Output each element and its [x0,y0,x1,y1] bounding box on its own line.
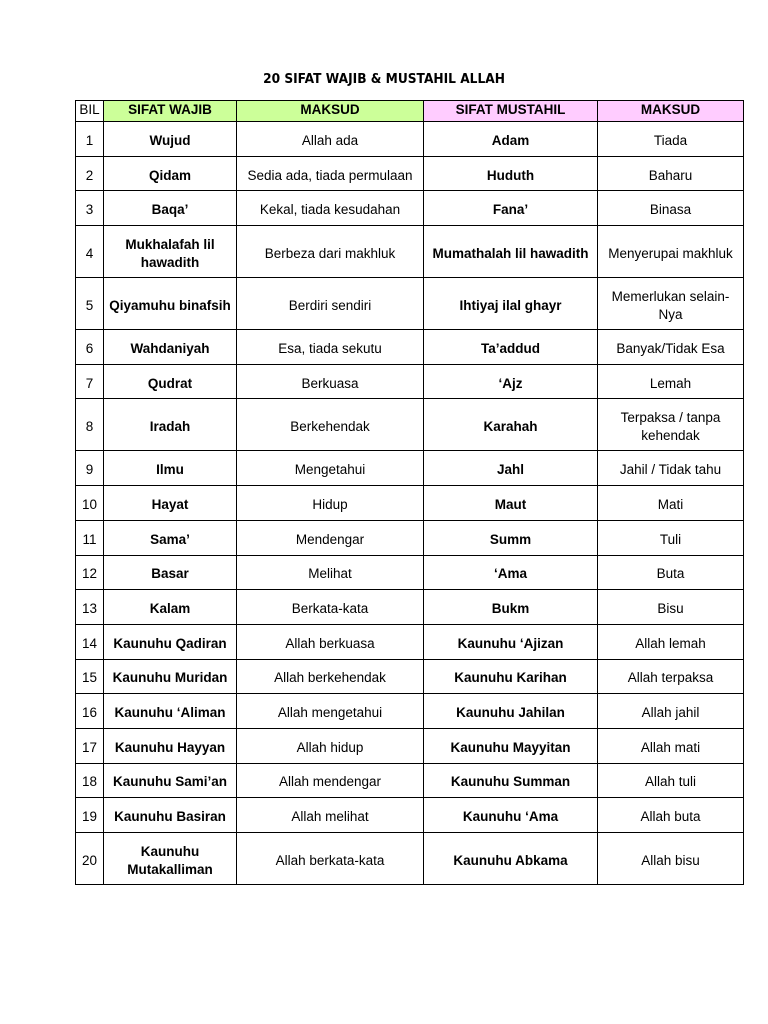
cell-bil: 15 [76,659,104,694]
cell-sifat-mustahil: Kaunuhu ‘Ama [424,798,598,833]
cell-maksud-wajib: Berkata-kata [237,590,424,625]
cell-sifat-wajib: Kaunuhu Muridan [104,659,237,694]
cell-sifat-mustahil: Kaunuhu Summan [424,763,598,798]
cell-maksud-wajib: Kekal, tiada kesudahan [237,191,424,226]
cell-sifat-mustahil: ‘Ama [424,555,598,590]
table-header-row [76,101,744,122]
sifat-table [75,100,744,885]
cell-maksud-mustahil: Tiada [598,122,744,157]
table-row [76,156,744,191]
cell-maksud-wajib: Berkehendak [237,399,424,451]
cell-maksud-wajib: Sedia ada, tiada permulaan [237,156,424,191]
cell-maksud-mustahil: Allah jahil [598,694,744,729]
cell-sifat-mustahil: Kaunuhu Jahilan [424,694,598,729]
cell-bil: 18 [76,763,104,798]
cell-sifat-mustahil: Ta’addud [424,330,598,365]
cell-sifat-wajib: Wujud [104,122,237,157]
cell-bil: 5 [76,278,104,330]
header-maksud-wajib: MAKSUD [237,101,424,122]
cell-maksud-wajib: Allah berkuasa [237,624,424,659]
cell-maksud-wajib: Melihat [237,555,424,590]
cell-bil: 9 [76,451,104,486]
cell-maksud-mustahil: Allah terpaksa [598,659,744,694]
cell-maksud-wajib: Mendengar [237,520,424,555]
table-row [76,330,744,365]
table-body [76,122,744,885]
header-bil: BIL [76,101,104,122]
table-row [76,624,744,659]
table-row [76,520,744,555]
table-row [76,278,744,330]
cell-sifat-wajib: Sama’ [104,520,237,555]
cell-sifat-mustahil: ‘Ajz [424,364,598,399]
table-row [76,364,744,399]
header-sifat-mustahil: SIFAT MUSTAHIL [424,101,598,122]
cell-maksud-wajib: Mengetahui [237,451,424,486]
header-maksud-mustahil: MAKSUD [598,101,744,122]
header-sifat-wajib: SIFAT WAJIB [104,101,237,122]
cell-bil: 3 [76,191,104,226]
cell-bil: 14 [76,624,104,659]
cell-bil: 13 [76,590,104,625]
table-row [76,590,744,625]
cell-sifat-wajib: Kaunuhu ‘Aliman [104,694,237,729]
cell-maksud-wajib: Berbeza dari makhluk [237,226,424,278]
cell-sifat-mustahil: Bukm [424,590,598,625]
cell-maksud-mustahil: Allah tuli [598,763,744,798]
cell-maksud-mustahil: Allah mati [598,728,744,763]
cell-bil: 17 [76,728,104,763]
cell-bil: 16 [76,694,104,729]
cell-bil: 12 [76,555,104,590]
cell-bil: 1 [76,122,104,157]
cell-maksud-mustahil: Binasa [598,191,744,226]
cell-maksud-mustahil: Menyerupai makhluk [598,226,744,278]
cell-maksud-mustahil: Allah lemah [598,624,744,659]
cell-maksud-wajib: Allah mendengar [237,763,424,798]
cell-sifat-mustahil: Ihtiyaj ilal ghayr [424,278,598,330]
cell-bil: 6 [76,330,104,365]
cell-maksud-wajib: Allah hidup [237,728,424,763]
cell-sifat-wajib: Qudrat [104,364,237,399]
cell-bil: 19 [76,798,104,833]
page-title: 20 SIFAT WAJIB & MUSTAHIL ALLAH [263,72,505,87]
cell-maksud-mustahil: Allah bisu [598,833,744,885]
cell-bil: 10 [76,486,104,521]
cell-sifat-wajib: Kaunuhu Sami’an [104,763,237,798]
cell-sifat-wajib: Kaunuhu Hayyan [104,728,237,763]
cell-sifat-wajib: Basar [104,555,237,590]
table-row [76,659,744,694]
table-row [76,399,744,451]
cell-sifat-mustahil: Kaunuhu Abkama [424,833,598,885]
cell-maksud-mustahil: Allah buta [598,798,744,833]
cell-sifat-mustahil: Maut [424,486,598,521]
cell-sifat-wajib: Qidam [104,156,237,191]
cell-sifat-mustahil: Kaunuhu Mayyitan [424,728,598,763]
cell-sifat-wajib: Qiyamuhu binafsih [104,278,237,330]
table-row [76,694,744,729]
cell-maksud-wajib: Berdiri sendiri [237,278,424,330]
cell-sifat-wajib: Mukhalafah lil hawadith [104,226,237,278]
cell-sifat-mustahil: Karahah [424,399,598,451]
table-row [76,451,744,486]
cell-maksud-mustahil: Terpaksa / tanpa kehendak [598,399,744,451]
cell-maksud-wajib: Allah melihat [237,798,424,833]
cell-maksud-mustahil: Buta [598,555,744,590]
cell-sifat-wajib: Kaunuhu Qadiran [104,624,237,659]
cell-maksud-mustahil: Baharu [598,156,744,191]
cell-sifat-wajib: Kalam [104,590,237,625]
cell-maksud-mustahil: Lemah [598,364,744,399]
table-row [76,798,744,833]
cell-sifat-wajib: Wahdaniyah [104,330,237,365]
cell-maksud-wajib: Allah ada [237,122,424,157]
cell-sifat-mustahil: Summ [424,520,598,555]
cell-sifat-mustahil: Fana’ [424,191,598,226]
cell-maksud-mustahil: Banyak/Tidak Esa [598,330,744,365]
cell-maksud-mustahil: Mati [598,486,744,521]
cell-bil: 2 [76,156,104,191]
cell-sifat-mustahil: Jahl [424,451,598,486]
cell-sifat-wajib: Baqa’ [104,191,237,226]
cell-sifat-mustahil: Huduth [424,156,598,191]
cell-sifat-wajib: Kaunuhu Mutakalliman [104,833,237,885]
cell-sifat-mustahil: Kaunuhu ‘Ajizan [424,624,598,659]
cell-sifat-wajib: Kaunuhu Basiran [104,798,237,833]
cell-maksud-wajib: Allah berkata-kata [237,833,424,885]
table-row [76,728,744,763]
cell-sifat-mustahil: Mumathalah lil hawadith [424,226,598,278]
table-row [76,226,744,278]
table-row [76,486,744,521]
cell-maksud-wajib: Esa, tiada sekutu [237,330,424,365]
cell-sifat-mustahil: Kaunuhu Karihan [424,659,598,694]
cell-maksud-mustahil: Jahil / Tidak tahu [598,451,744,486]
cell-bil: 11 [76,520,104,555]
table-row [76,122,744,157]
cell-sifat-wajib: Ilmu [104,451,237,486]
table-row [76,191,744,226]
cell-bil: 4 [76,226,104,278]
cell-maksud-mustahil: Bisu [598,590,744,625]
cell-sifat-wajib: Iradah [104,399,237,451]
cell-maksud-wajib: Berkuasa [237,364,424,399]
cell-bil: 8 [76,399,104,451]
cell-maksud-wajib: Allah mengetahui [237,694,424,729]
cell-maksud-wajib: Hidup [237,486,424,521]
cell-maksud-mustahil: Tuli [598,520,744,555]
table-row [76,555,744,590]
cell-maksud-wajib: Allah berkehendak [237,659,424,694]
cell-sifat-wajib: Hayat [104,486,237,521]
table-row [76,833,744,885]
cell-sifat-mustahil: Adam [424,122,598,157]
table-row [76,763,744,798]
cell-bil: 7 [76,364,104,399]
cell-bil: 20 [76,833,104,885]
cell-maksud-mustahil: Memerlukan selain-Nya [598,278,744,330]
